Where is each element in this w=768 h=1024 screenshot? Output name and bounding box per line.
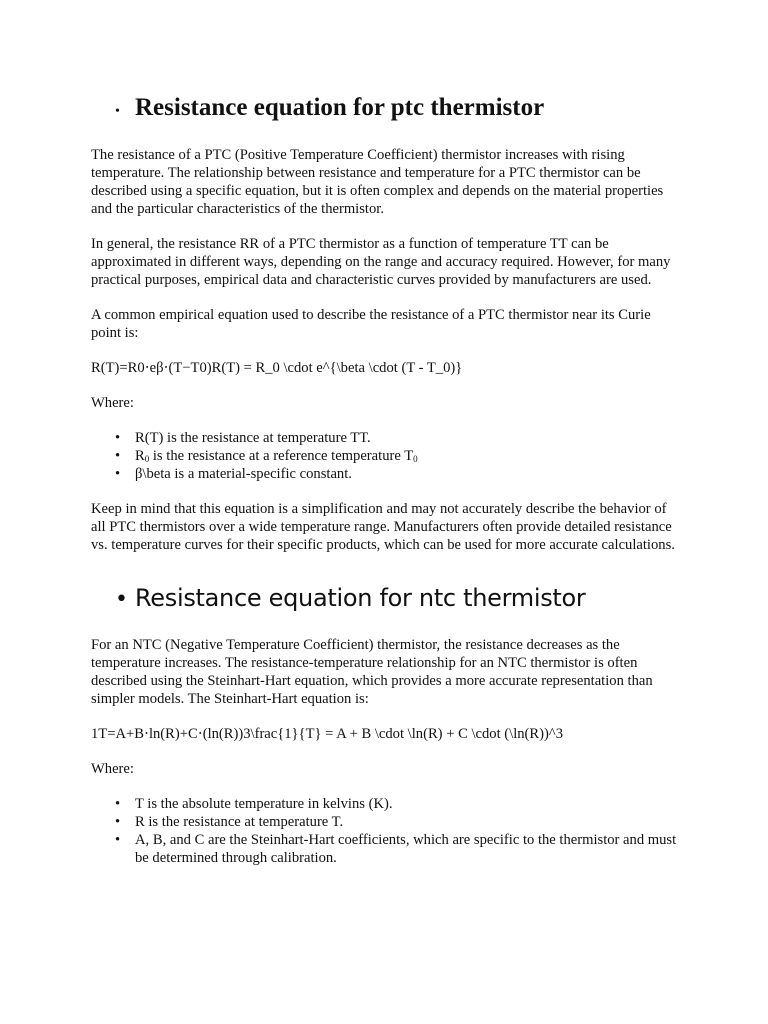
ntc-variable-list [91,795,681,867]
ntc-heading-row [91,580,681,616]
ptc-heading-row [91,90,681,126]
ptc-general-paragraph: In general, the resistance RR of a PTC thermistor as a function of temperature TT can be approximated in different ways, depending on the range and accuracy required. However, for many practical purposes, empirical data and characteristic curves provided by manufacturers are used. [91,236,671,288]
ntc-equation: 1T=A+B⋅ln(R)+C⋅(ln(R))3\frac{1}{T} = A + B \cdot \ln(R) + C \cdot (\ln(R))^3 [91,726,564,742]
list-item: • T is the absolute temperature in kelvins (K). [91,795,681,813]
ntc-where-label: Where: [91,761,134,777]
list-item: • β\beta is a material-specific constant. [91,465,681,483]
list-item: • R is the resistance at temperature T. [91,813,681,831]
document-content [91,90,681,884]
list-item: • $R_0$ is the resistance at a reference temperature $T_0$ [91,447,681,465]
ptc-variable-list [91,429,681,483]
ptc-where-label: Where: [91,395,134,411]
heading-bullet-icon: • [115,587,128,612]
list-item: • A, B, and C are the Steinhart-Hart coefficients, which are specific to the thermistor and must be determined through calibration. [91,831,681,867]
ntc-heading: Resistance equation for ntc thermistor [135,584,586,612]
heading-bullet-icon: • [115,104,120,119]
ptc-disclaimer-paragraph: Keep in mind that this equation is a simplification and may not accurately describe the behavior of all PTC thermistors over a wide temperature range. Manufacturers often provide detailed resistance vs. temperature curves for their specific products, which can be used for more accurate calculations. [91,501,675,553]
ptc-empirical-paragraph: A common empirical equation used to describe the resistance of a PTC thermistor near its Curie point is: [91,307,651,341]
ntc-intro-paragraph: For an NTC (Negative Temperature Coefficient) thermistor, the resistance decreases as the temperature increases. The resistance-temperature relationship for an NTC thermistor is often described using the Steinhart-Hart equation, which provides a more accurate representation than simpler models. The Steinhart-Hart equation is: [91,637,653,707]
ptc-heading: Resistance equation for ptc thermistor [135,94,545,121]
ptc-equation: R(T)=R0⋅eβ⋅(T−T0)R(T) = R_0 \cdot e^{\beta \cdot (T - T_0)} [91,360,463,376]
ptc-intro-paragraph: The resistance of a PTC (Positive Temperature Coefficient) thermistor increases with rising temperature. The relationship between resistance and temperature for a PTC thermistor can be described using a specific equation, but it is often complex and depends on the material properties and the particular characteristics of the thermistor. [91,147,664,217]
list-item: • R(T) is the resistance at temperature TT. [91,429,681,447]
